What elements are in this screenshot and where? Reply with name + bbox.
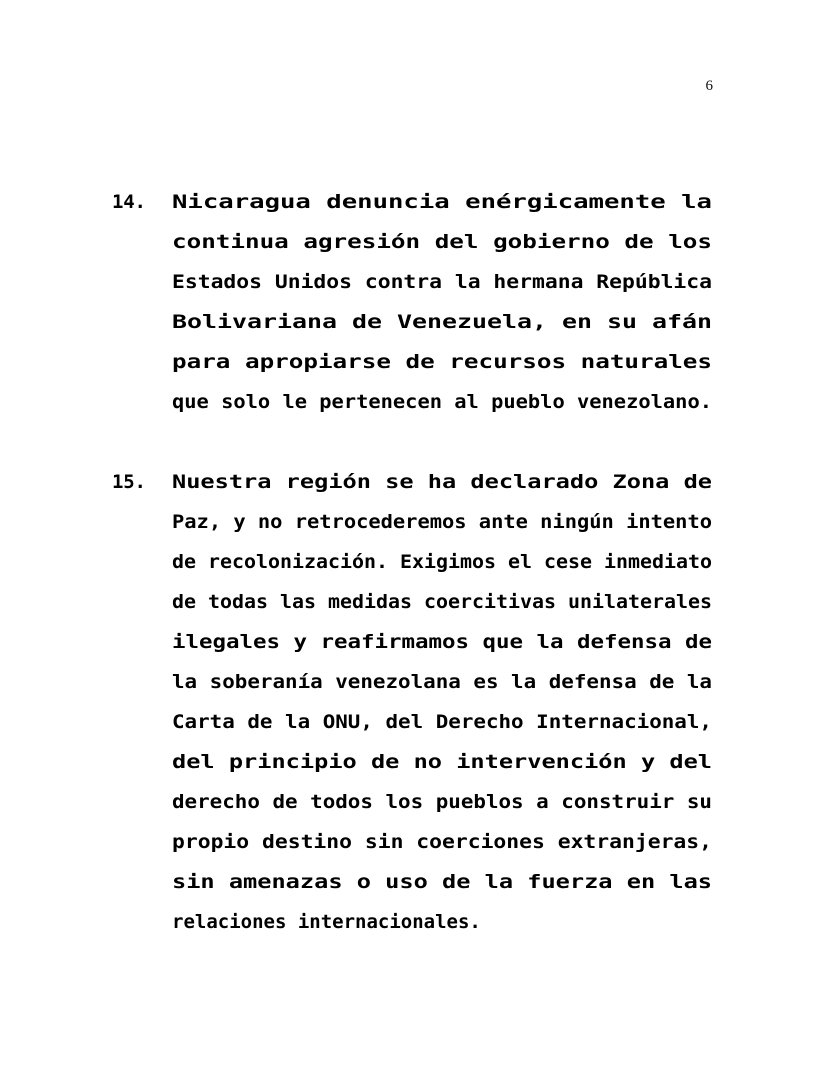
text-line-content: que solo le pertenecen al pueblo venezolano.: [172, 391, 712, 413]
text-line-content: Carta de la ONU, del Derecho Internacional,: [172, 711, 712, 733]
text-line: [172, 462, 712, 502]
text-line: [172, 222, 712, 262]
text-line-content: derecho de todos los pueblos a construir su: [172, 791, 712, 813]
text-line-content: relaciones internacionales.: [172, 911, 481, 933]
text-line: [172, 902, 712, 942]
text-line: [172, 262, 712, 302]
text-line: [172, 382, 712, 422]
text-line-content: Paz, y no retrocederemos ante ningún intento: [172, 511, 712, 533]
text-line-content: continua agresión del gobierno de los: [172, 231, 712, 253]
text-line: [172, 302, 712, 342]
text-line: [172, 782, 712, 822]
numbered-paragraph: [112, 462, 712, 942]
text-line: [172, 822, 712, 862]
text-line: [172, 622, 712, 662]
text-line-content: ilegales y reafirmamos que la defensa de: [172, 631, 712, 653]
text-line-content: la soberanía venezolana es la defensa de la: [172, 671, 712, 693]
text-line: [172, 502, 712, 542]
text-line-content: propio destino sin coerciones extranjeras,: [172, 831, 712, 853]
numbered-paragraph: [112, 182, 712, 422]
text-line-content: para apropiarse de recursos naturales: [172, 351, 712, 373]
text-line: [172, 742, 712, 782]
paragraph-lines: [172, 462, 712, 942]
paragraph-number: 15.: [112, 471, 146, 493]
text-line: [172, 542, 712, 582]
text-line-content: del principio de no intervención y del: [172, 751, 712, 773]
text-line-content: Estados Unidos contra la hermana República: [172, 271, 712, 293]
paragraph-lines: [172, 182, 712, 422]
text-line: [172, 582, 712, 622]
document-body: [112, 182, 712, 942]
text-line-content: Nuestra región se ha declarado Zona de: [172, 471, 712, 493]
paragraph-number: 14.: [112, 191, 146, 213]
text-line-content: de todas las medidas coercitivas unilaterales: [172, 591, 712, 613]
text-line: [172, 342, 712, 382]
text-line: [172, 182, 712, 222]
text-line-content: Bolivariana de Venezuela, en su afán: [172, 311, 712, 333]
page-number: 6: [705, 78, 713, 94]
text-line: [172, 662, 712, 702]
text-line: [172, 702, 712, 742]
text-line: [172, 862, 712, 902]
text-line-content: Nicaragua denuncia enérgicamente la: [172, 191, 712, 213]
text-line-content: sin amenazas o uso de la fuerza en las: [172, 871, 712, 893]
text-line-content: de recolonización. Exigimos el cese inmediato: [172, 551, 712, 573]
